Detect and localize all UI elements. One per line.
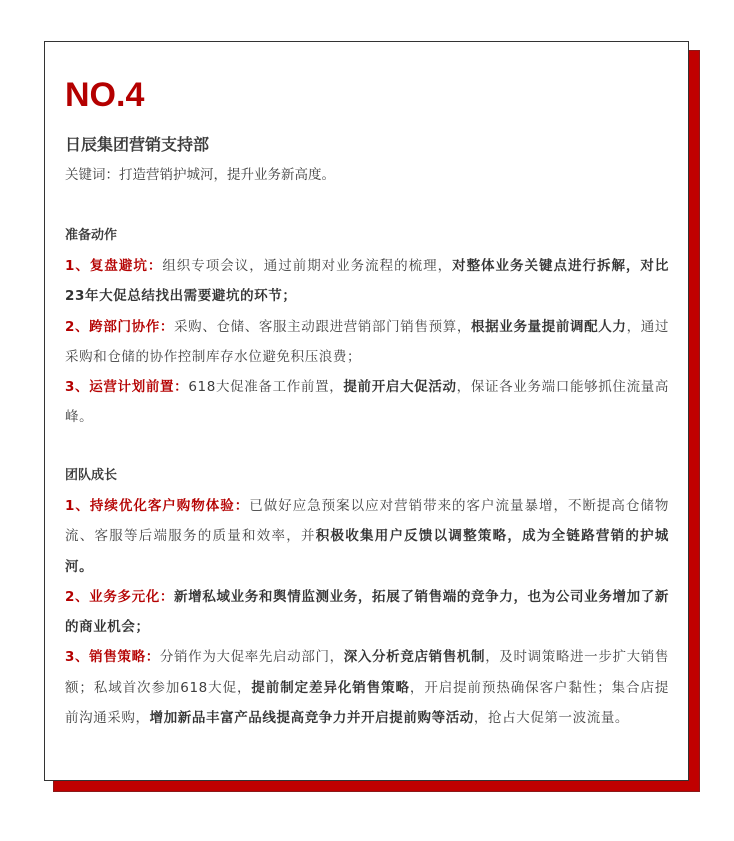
list-item bbox=[65, 642, 669, 733]
item-text: 组织专项会议，通过前期对业务流程的梳理， bbox=[162, 258, 453, 274]
item-text: ，抢占大促第一波流量。 bbox=[473, 710, 630, 727]
item-lead: 2、跨部门协作： bbox=[65, 318, 175, 335]
content-card bbox=[44, 41, 689, 781]
section-preparation bbox=[65, 221, 669, 433]
item-text: 已做好应急预案以应对营销带来的客户流量暴增，不断提高仓储物流、客服等后端服务的质量和效率，并 bbox=[65, 498, 669, 545]
list-item bbox=[65, 582, 669, 643]
list-item bbox=[65, 312, 669, 373]
item-lead: 3、销售策略： bbox=[65, 649, 160, 666]
item-lead: 2、业务多元化： bbox=[65, 588, 175, 605]
item-lead: 3、运营计划前置： bbox=[65, 379, 189, 396]
item-bold-text: 积极收集用户反馈以调整策略，成为全链路营销的护城河。 bbox=[65, 528, 669, 575]
section-title: 准备动作 bbox=[65, 228, 118, 243]
item-text: ，通过采购和仓储的协作控制库存水位避免积压浪费； bbox=[65, 318, 669, 365]
item-lead: 1、复盘避坑： bbox=[65, 258, 163, 274]
item-bold-text: 提前开启大促活动 bbox=[343, 379, 457, 396]
item-text: ，开启提前预热确保客户黏性；集合店提前沟通采购， bbox=[65, 679, 669, 727]
department-title: 日辰集团营销支持部 bbox=[65, 135, 210, 154]
item-text: 618大促准备工作前置， bbox=[188, 379, 344, 396]
item-bold-text: 对整体业务关键点进行拆解，对比23年大促总结找出需要避坑的环节； bbox=[65, 258, 670, 305]
list-item bbox=[65, 491, 669, 582]
item-bold-text: 深入分析竞店销售机制 bbox=[343, 649, 486, 666]
item-bold-text: 根据业务量提前调配人力 bbox=[471, 318, 627, 335]
item-text: 分销作为大促率先启动部门， bbox=[159, 649, 344, 666]
item-lead: 1、持续优化客户购物体验： bbox=[65, 498, 250, 514]
item-text: ，及时调策略进一步扩大销售额；私域首次参加618大促， bbox=[65, 649, 669, 696]
keywords-line: 关键词：打造营销护城河，提升业务新高度。 bbox=[65, 167, 335, 183]
section-number: NO.4 bbox=[65, 76, 145, 114]
item-bold-text: 新增私域业务和舆情监测业务，拓展了销售端的竞争力，也为公司业务增加了新的商业机会； bbox=[65, 588, 670, 636]
item-bold-text: 提前制定差异化销售策略 bbox=[251, 679, 410, 696]
section-team-growth bbox=[65, 461, 669, 733]
item-text: ，保证各业务端口能够抓住流量高峰。 bbox=[65, 379, 669, 426]
list-item bbox=[65, 251, 669, 312]
item-text: 采购、仓储、客服主动跟进营销部门销售预算， bbox=[174, 318, 472, 335]
section-title: 团队成长 bbox=[65, 468, 118, 483]
item-bold-text: 增加新品丰富产品线提高竞争力并开启提前购等活动 bbox=[149, 710, 474, 727]
list-item bbox=[65, 372, 669, 433]
